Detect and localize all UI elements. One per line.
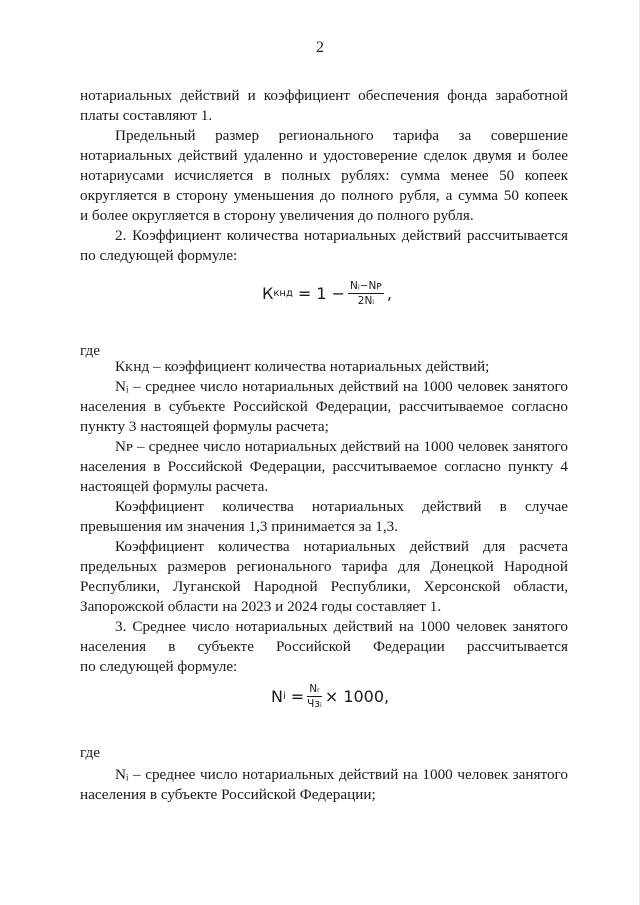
text-line: нотариальных действий и коэффициент обеспечения фонда заработной	[80, 87, 568, 104]
text-line: Коэффициент количества нотариальных действий для расчета	[115, 538, 568, 555]
text-line: пункту 3 настоящей формулы расчета;	[80, 418, 329, 435]
text-line: по следующей формуле:	[80, 247, 238, 264]
text-line: 3. Среднее число нотариальных действий на 1000 человек занятого	[115, 618, 568, 635]
formula2-eq: =	[290, 686, 305, 706]
formula2-numerator: Nᵣ	[309, 683, 320, 695]
formula1-denominator: 2Nᵢ	[357, 295, 375, 307]
text-line: населения в субъекте Российской Федерации;	[80, 786, 376, 803]
text-line: Предельный размер регионального тарифа за совершение	[115, 127, 568, 144]
formula2-fraction	[307, 683, 322, 710]
formula1-numerator: Nᵢ−Nᴘ	[350, 280, 382, 292]
text-line: и более округляется в сторону увеличения до полного рубля.	[80, 207, 474, 224]
formula1-lhs: К	[262, 283, 274, 303]
text-line: Коэффициент количества нотариальных действий в случае	[115, 498, 568, 515]
text-line: где	[80, 744, 100, 761]
text-line: превышения им значения 1,3 принимается за 1,3.	[80, 518, 399, 535]
formula-average	[271, 683, 389, 710]
text-line: где	[80, 342, 100, 359]
text-line: Республики, Луганской Народной Республики, Херсонской области,	[80, 578, 568, 595]
text-line: предельных размеров регионального тарифа для Донецкой Народной	[80, 558, 568, 575]
text-line: настоящей формулы расчета.	[80, 478, 269, 495]
formula2-denominator: Чзᵢ	[307, 698, 322, 710]
text-line: населения в Российской Федерации, рассчитываемое согласно пункту 4	[80, 458, 568, 475]
page-number: 2	[316, 39, 324, 56]
text-line: Запорожской области на 2023 и 2024 годы составляет 1.	[80, 598, 442, 615]
formula1-eq: = 1 −	[297, 283, 346, 303]
text-line: платы составляют 1.	[80, 107, 213, 124]
text-line: населения в субъекте Российской Федерации, рассчитываемое согласно	[80, 398, 568, 415]
text-line: Nᵢ – среднее число нотариальных действий на 1000 человек занятого	[115, 766, 568, 783]
formula2-tail: × 1000,	[324, 686, 390, 706]
formula1-fraction	[348, 280, 384, 307]
formula2-lhs-sub: i	[282, 690, 286, 702]
text-line: 2. Коэффициент количества нотариальных действий рассчитывается	[115, 227, 568, 244]
text-line: округляется в сторону уменьшения до полного рубля, а сумма 50 копеек	[80, 187, 568, 204]
text-line: нотариальных действий удаленно и удостоверение сделок двумя и более	[80, 147, 568, 164]
text-line: населения в субъекте Российской Федерации рассчитывается	[80, 638, 568, 655]
text-line: по следующей формуле:	[80, 658, 238, 675]
formula1-lhs-sub: кнд	[273, 287, 293, 299]
formula1-tail: ,	[386, 283, 393, 303]
text-line: Nᴘ – среднее число нотариальных действий на 1000 человек занятого	[115, 438, 568, 455]
formula2-lhs: N	[271, 686, 283, 706]
formula-coefficient	[262, 280, 392, 307]
text-line: нотариусами исчисляется в полных рублях: сумма менее 50 копеек	[80, 167, 568, 184]
text-line: Кᴋнд – коэффициент количества нотариальных действий;	[115, 358, 490, 375]
text-line: Nᵢ – среднее число нотариальных действий на 1000 человек занятого	[115, 378, 568, 395]
